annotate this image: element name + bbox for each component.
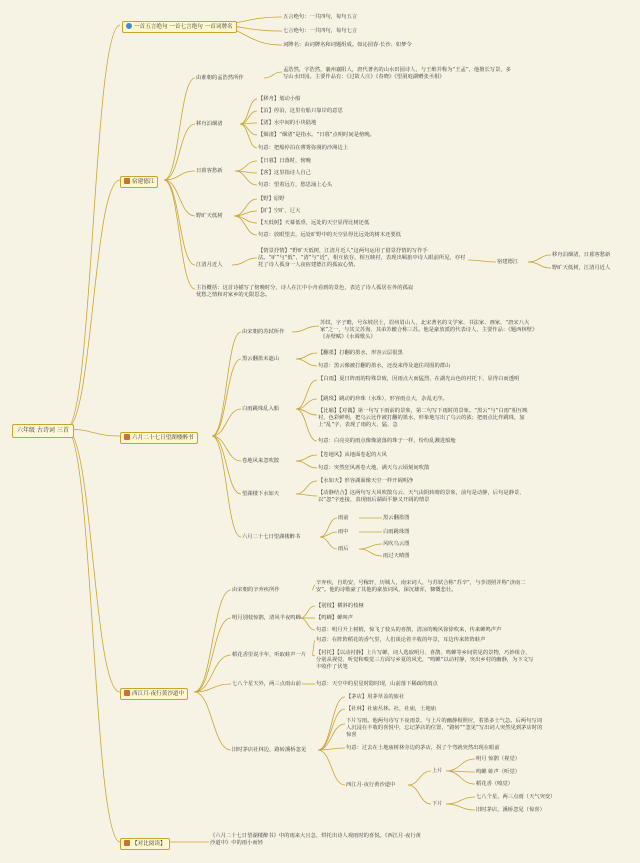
scene-label: 雨后: [338, 546, 349, 552]
line-label: 望湖楼下水如天: [242, 491, 280, 497]
annotation: 句意：放眼望去，远处旷野中的天空显得比远处的树木还要低: [258, 232, 402, 238]
connector-line: [212, 359, 241, 436]
scene-label: 雨前: [338, 515, 349, 521]
annotation: 【动静结合】这两句写大风吹散乌云、天气由阴转晴的景象，前句是动静，后句是静景，以“忽”字连接，表现雨后湖面平静又开阔的情景: [318, 490, 525, 503]
scene-item: 七八个星，两三点雨（天气突变）: [476, 794, 556, 800]
line-label: 白雨跳珠乱入船: [242, 406, 280, 412]
book-icon: [124, 690, 130, 696]
annotation: 句意：突然狂风席卷大地，满天乌云顷刻间吹散: [318, 465, 430, 471]
line-label: 稻花香里说丰年，听取蛙声一片: [232, 652, 307, 658]
scene-label: 雨中: [338, 529, 349, 535]
scene-label: 下片: [432, 801, 443, 807]
connector-line: [234, 216, 257, 235]
connector-line: [296, 409, 317, 441]
root-node[interactable]: 六年级 古诗词 三首: [12, 424, 74, 438]
connector-line: [66, 429, 120, 692]
annotation: 【渚】水中间的小块陆地: [258, 120, 317, 126]
comparison-text: 《六月二十七日望湖楼醉书》中的雨来大且急，烘托出诗人观雨时的喜悦。《西江月·夜行黄沙道中》中的雨小而轻: [210, 833, 421, 846]
annotation: 【烟渚】“烟渚”是指水。“日暮”点明时间是傍晚。: [258, 132, 375, 138]
annotation: 下片写雨。他两句诗写下夜雨景，与上片的幽静相照应，着墨多士气急。后两句写词人沉浸在丰收的喜悦中，忘记茅店的位置，“路转”“忽见”写出词人突然见到茅店时的惊喜: [346, 718, 543, 738]
connector-line: [468, 260, 496, 262]
annotation: 移舟泊烟渚，日暮客愁新: [552, 252, 611, 258]
line-label: 明月别枝惊鹊，清风半夜鸣蝉: [232, 615, 301, 621]
line-label: 江清月近人: [196, 262, 223, 268]
annotation: 【旷】空旷，辽大: [258, 208, 301, 214]
section-1-title[interactable]: 一首五言绝句 一首七言绝句 一首词牌名: [122, 21, 237, 33]
connector-line: [164, 78, 195, 180]
connector-line: [296, 353, 317, 359]
connector-line: [446, 797, 475, 804]
annotation: 【鸣蝉】蝉叫声: [316, 615, 354, 621]
connector-line: [528, 262, 551, 268]
connector-line: [194, 655, 231, 692]
author-label: 由谁朝的孟浩然所作: [196, 75, 244, 81]
annotation: 【跳珠】跳动的珍珠（水珠），形容雨点大，杂乱无序。: [318, 396, 448, 402]
annotation: 【社林】社庙丛林。社，社庙，土地庙: [346, 706, 437, 712]
connector-line: [318, 697, 345, 750]
line-label: 移舟泊烟渚: [196, 121, 223, 127]
scene-item: 黑云翻墨图: [383, 515, 410, 521]
connector-line: [296, 481, 317, 494]
scene-item: 风吹乌云图: [383, 541, 410, 547]
author-label: 由宋朝的辛弃疾所作: [232, 587, 280, 593]
connector-line: [240, 124, 257, 135]
annotation: 句意：天空中的星星时隐时现，山前落下稀疏的雨点: [316, 681, 438, 687]
summary: 主旨概括：这首诗描写了傍晚时分，诗人在江中小舟看到的景色，表达了诗人孤居在外的孤寂忧愁之情和对家乡的无限思念。: [196, 285, 414, 298]
annotation: 【卷地风】从地面卷起的大风: [318, 452, 387, 458]
globe-icon: [126, 23, 132, 29]
scene-label: 上片: [432, 768, 443, 774]
connector-line: [318, 724, 345, 750]
connector-line: [446, 771, 475, 784]
connector-line: [194, 590, 231, 692]
annotation: 【衬托】【以动衬静】上片写蝉，词人选取明月、喜鹊、鸣蝉等乡间常见的景物，巧妙组合，分别从视觉、听觉和嗅觉三方面写乡夏的风光，“鸣蝉”以动衬静，突出乡村的幽静，为下文写丰收作了伏笔: [316, 650, 534, 670]
section-1-item: 词牌名：由词牌名和词题组成。如沁园春·长沙、如梦令: [283, 42, 412, 48]
book-icon: [124, 840, 130, 846]
connector-line: [318, 750, 345, 785]
scene-item: 白雨跳珠图: [383, 529, 410, 535]
annotation: 【情景抒情】“野旷天低树，江清月近人”这两句运用了借景抒情的写作手法。“旷”与“低”，“清”与“近”，相互依存，相互映衬，表现出羁旅中诗人眼前所见，亦衬托了诗人孤身一人夜宿建德江的孤寂心情。: [258, 248, 466, 268]
annotation: 句意：过去在土地庙树林旁边的茅店，拐了个弯就突然出现在眼前: [346, 745, 500, 751]
connector-line: [240, 111, 257, 124]
connector-line: [296, 494, 317, 496]
connector-line: [446, 804, 475, 810]
connector-line: [312, 585, 315, 590]
line-label: 野旷天低树: [196, 213, 223, 219]
connector-line: [232, 258, 257, 265]
connector-line: [359, 544, 382, 549]
annotation: 【日暮】日落时，傍晚: [258, 158, 311, 164]
connector-line: [235, 161, 257, 171]
connector-line: [66, 429, 120, 842]
connector-line: [359, 549, 382, 556]
scene-item: 稻花香（嗅觉）: [476, 781, 514, 787]
line-label: 宿建德江: [497, 259, 519, 265]
annotation: 句意：望着远方，愁思涌上心头: [258, 182, 333, 188]
section-3-title[interactable]: 六月二十七日望湖楼醉书: [120, 432, 198, 444]
annotation: 句意：明月升上树梢，惊飞了枝头的喜鹊，清凉的晚风徐徐吹来，传来蝉鸣声声: [316, 627, 502, 633]
connector-line: [296, 380, 317, 409]
annotation: 句意：黑云像被打翻的墨水，还没来得及遮住周围的群山: [318, 363, 451, 369]
connector-line: [66, 429, 120, 436]
connector-line: [164, 180, 195, 265]
connector-line: [446, 759, 475, 771]
scene-item: 雨过天晴图: [383, 553, 410, 559]
book-icon: [124, 178, 130, 184]
annotation: 野旷天低树，江清月近人: [552, 265, 611, 271]
scene-item: 明月 惊鹊（视觉）: [476, 756, 521, 762]
author-text: 苏轼，字子瞻，号东坡居士，眉州眉山人，北宋著名的文学家、书法家、画家，“唐宋八大家”之一，与其父苏洵、其弟苏辙合称三苏。他是豪放派的代表诗人，主要作品：《题西林壁》《赤壁赋》《水调歌头》: [320, 320, 538, 340]
author-text: 孟浩然，字浩然，襄州襄阳人，唐代著名的山水田园诗人，与王维并称为“王孟”，他擅长写景，多写山水田园。主要作品有：《过故人庄》《春晓》《望洞庭湖赠张丞相》: [283, 67, 511, 80]
scene-item: 鸣蝉 蛙声（听觉）: [476, 769, 521, 775]
line-label: 七八个星天外，两三点雨山前: [232, 681, 301, 687]
connector-line: [194, 618, 231, 692]
connector-line: [194, 692, 231, 750]
connector-line: [296, 359, 317, 366]
connector-line: [318, 709, 345, 750]
connector-line: [300, 606, 315, 618]
annotation: 【天低树】天幕低垂，远处的天空显得比树还低: [258, 220, 370, 226]
connector-line: [408, 771, 431, 785]
section-1-item: 五言绝句：一共四句，每句五言: [283, 14, 358, 20]
annotation: 句意：把船停泊在薄雾弥漫的沙洲边上: [258, 145, 349, 151]
annotation: 【客】这里指诗人自己: [258, 170, 311, 176]
annotation: 【别枝】横斜的枝桠: [316, 603, 364, 609]
connector-line: [292, 326, 319, 332]
annotation: 【比喻】【对偶】第一句写下雨前的景象，第二句写下雨时的景象。“黑云”与“白雨”相互映衬，色彩鲜明，把乌云比作被打翻的墨水，形象地写出了乌云的浓；把雨点比作跳珠，加上“乱”字，表现了雨的大、猛、急: [318, 408, 528, 428]
connector-line: [320, 537, 337, 549]
line-label: 黑云翻墨未遮山: [242, 356, 280, 362]
author-label: 由宋朝的苏轼所作: [242, 329, 285, 335]
annotation: 【泊】停泊，这里有船只靠岸的意思: [258, 108, 343, 114]
connector-line: [264, 72, 282, 78]
connector-line: [164, 171, 195, 180]
connector-line: [312, 655, 315, 656]
line-label: 西江月·夜行黄沙道中: [346, 782, 396, 788]
connector-line: [528, 255, 551, 262]
line-label: 旧时茅店社林边，路转溪桥忽见: [232, 747, 307, 753]
line-label: 卷地风来忽吹散: [242, 458, 280, 464]
section-1-item: 七言绝句：一共四句，每句七言: [283, 28, 358, 34]
scene-item: 旧时茅店，溪桥忽见（惊喜）: [476, 807, 545, 813]
section-5-title[interactable]: 【对比阅读】: [120, 838, 170, 850]
connector-line: [296, 461, 317, 468]
connector-line: [300, 618, 315, 630]
annotation: 【翻墨】打翻的墨水，形容云层很黑: [318, 350, 403, 356]
annotation: 句意：在阵阵稻花的香气里，人们谈论着丰收的年景，耳边传来阵阵蛙声: [316, 637, 486, 643]
annotation: 【野】原野: [258, 196, 285, 202]
section-2-title[interactable]: 宿建德江: [120, 176, 158, 188]
line-label: 六月二十七日望湖楼醉书: [242, 534, 301, 540]
connector-line: [312, 640, 315, 655]
connector-line: [212, 332, 241, 436]
annotation: 【水如天】形容湖面像天空一样开阔明净: [318, 478, 414, 484]
connector-line: [66, 25, 120, 429]
annotation: 句意：白亮亮的雨点像像滚落的珠子一样，纷纷乱溅进船舱: [318, 438, 456, 444]
author-text: 辛弃疾，自幼安，号稼轩，历城人，南宋词人，与苏轼合称“苏辛”，与李清照并称“济南二安”。他的诗歌豪了其他的豪放词风，深沉雄浑，慷慨悲壮。: [316, 580, 526, 593]
connector-line: [240, 124, 257, 148]
connector-line: [212, 436, 241, 537]
book-icon: [124, 434, 130, 440]
annotation: 【白雨】夏日阵雨的特殊景致，因雨点大而猛烈，在湖光山色的衬托下，显得白而透明: [318, 376, 520, 382]
connector-line: [164, 180, 195, 289]
annotation: 【移舟】划动小船: [258, 96, 301, 102]
connector-line: [164, 180, 195, 216]
line-label: 日暮客愁新: [196, 168, 223, 174]
annotation: 【茅店】用茅草盖的旅社: [346, 694, 405, 700]
section-4-title[interactable]: 西江月·夜行黄沙道中: [120, 688, 188, 700]
connector-line: [408, 785, 431, 804]
connector-line: [66, 180, 120, 429]
connector-line: [296, 455, 317, 461]
